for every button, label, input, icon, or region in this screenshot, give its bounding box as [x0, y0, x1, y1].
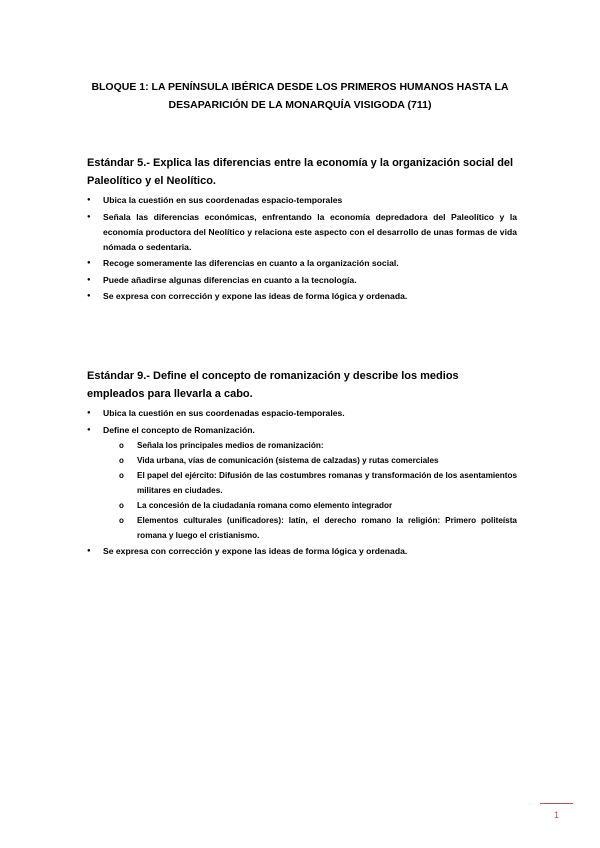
list-item-text: Define el concepto de Romanización.: [103, 424, 255, 435]
sublist-item: o La concesión de la ciudadanía romana como elemento integrador: [103, 498, 517, 513]
list-item: ● Se expresa con corrección y expone las ideas de forma lógica y ordenada.: [87, 289, 517, 304]
standard-9-list: [87, 406, 517, 559]
list-item: ● Señala las diferencias económicas, enfrentando la economía depredadora del Paleolítico y la economía productora del Neolítico y relaciona este aspecto con el desarrollo de unas formas de vida nómada o sedentaria.: [87, 210, 517, 255]
sublist-item: o Elementos culturales (unificadores): latín, el derecho romano la religión: Primero politeísta romana y luego el cristianismo.: [103, 513, 517, 543]
standard-5-section: [87, 154, 517, 306]
sublist-item: o Señala los principales medios de romanización:: [103, 438, 517, 453]
standard-9-heading: Estándar 9.- Define el concepto de romanización y describe los medios empleados para llevarla a cabo.: [87, 370, 459, 400]
list-item: ● Puede añadirse algunas diferencias en cuanto a la tecnología.: [87, 273, 517, 288]
standard-5-heading: Estándar 5.- Explica las diferencias entre la economía y la organización social del Paleolítico y el Neolítico.: [87, 157, 514, 187]
list-item: ● Recoge someramente las diferencias en cuanto a la organización social.: [87, 256, 517, 271]
footer-divider: [540, 803, 573, 804]
page-title-line-2: DESAPARICIÓN DE LA MONARQUÍA VISIGODA (711): [168, 99, 432, 111]
standard-9-section: [87, 367, 517, 561]
page-title-line-1: BLOQUE 1: LA PENÍNSULA IBÉRICA DESDE LOS PRIMEROS HUMANOS HASTA LA: [91, 81, 509, 93]
sublist-item: o Vida urbana, vías de comunicación (sistema de calzadas) y rutas comerciales: [103, 453, 517, 468]
standard-5-list: [87, 193, 517, 304]
list-item: ● Ubica la cuestión en sus coordenadas espacio-temporales.: [87, 406, 517, 421]
page-number: 1: [553, 810, 559, 820]
page-title: [0, 78, 600, 114]
list-item: [87, 423, 517, 543]
sublist-item: o El papel del ejército: Difusión de las costumbres romanas y transformación de los asentamientos militares en ciudades.: [103, 468, 517, 498]
romanization-sublist: [103, 438, 517, 543]
list-item: ● Ubica la cuestión en sus coordenadas espacio-temporales: [87, 193, 517, 208]
list-item: ● Se expresa con corrección y expone las ideas de forma lógica y ordenada.: [87, 544, 517, 559]
